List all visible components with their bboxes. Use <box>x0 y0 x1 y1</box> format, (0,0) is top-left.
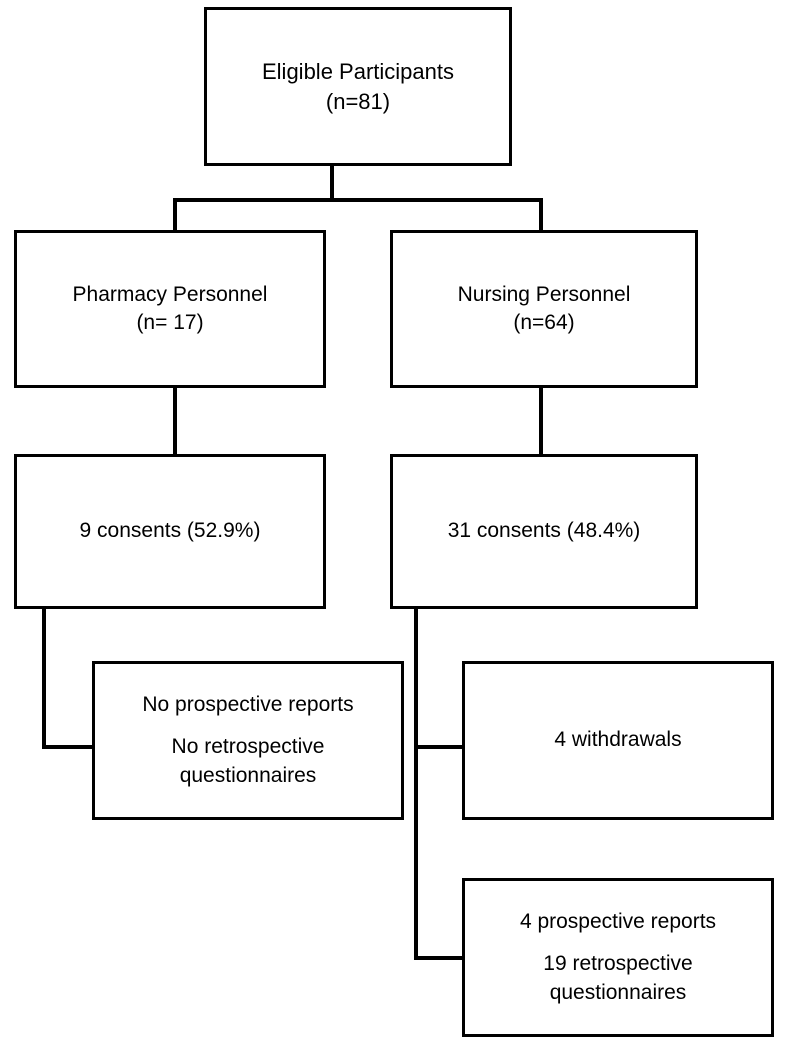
connector-to-pharmacy <box>173 198 177 231</box>
node-pharmacy-personnel-line1: Pharmacy Personnel <box>72 282 268 306</box>
node-pharmacy-consents-line1: 9 consents (52.9%) <box>79 519 261 543</box>
connector-to-nursing <box>539 198 543 231</box>
node-nursing-personnel-line2: (n=64) <box>513 311 575 334</box>
node-nursing-reports-line3: questionnaires <box>549 980 687 1004</box>
node-nursing-consents-line1: 31 consents (48.4%) <box>447 519 641 543</box>
connector-nursing-to-withdrawals <box>414 745 464 749</box>
connector-eligible-trunk <box>330 166 334 200</box>
connector-pharmacy-elbow-horizontal <box>42 745 94 749</box>
node-pharmacy-no-reports-line1: No prospective reports <box>142 692 354 716</box>
connector-pharmacy-elbow-vertical <box>42 609 46 745</box>
node-eligible-participants-line1: Eligible Participants <box>262 58 454 84</box>
connector-pharmacy-to-consents <box>173 388 177 455</box>
node-nursing-reports <box>462 878 774 1037</box>
node-nursing-withdrawals <box>462 661 774 820</box>
node-pharmacy-no-reports <box>92 661 404 820</box>
node-nursing-consents <box>390 454 698 609</box>
node-nursing-personnel <box>390 230 698 388</box>
node-pharmacy-no-reports-line2: No retrospective <box>171 735 325 759</box>
connector-nursing-to-consents <box>539 388 543 455</box>
node-nursing-personnel-line1: Nursing Personnel <box>457 282 631 306</box>
node-pharmacy-no-reports-line3: questionnaires <box>179 763 317 787</box>
node-pharmacy-personnel-line2: (n= 17) <box>136 311 204 334</box>
connector-split-horizontal <box>173 198 543 202</box>
node-nursing-withdrawals-line1: 4 withdrawals <box>554 728 682 752</box>
node-eligible-participants-line2: (n=81) <box>325 88 391 114</box>
node-nursing-reports-line1: 4 prospective reports <box>519 909 717 933</box>
node-pharmacy-personnel <box>14 230 326 388</box>
connector-nursing-stem <box>414 609 418 960</box>
node-nursing-reports-line2: 19 retrospective <box>543 952 693 976</box>
node-eligible-participants <box>204 7 512 166</box>
node-pharmacy-consents <box>14 454 326 609</box>
connector-nursing-to-reports <box>414 956 464 960</box>
